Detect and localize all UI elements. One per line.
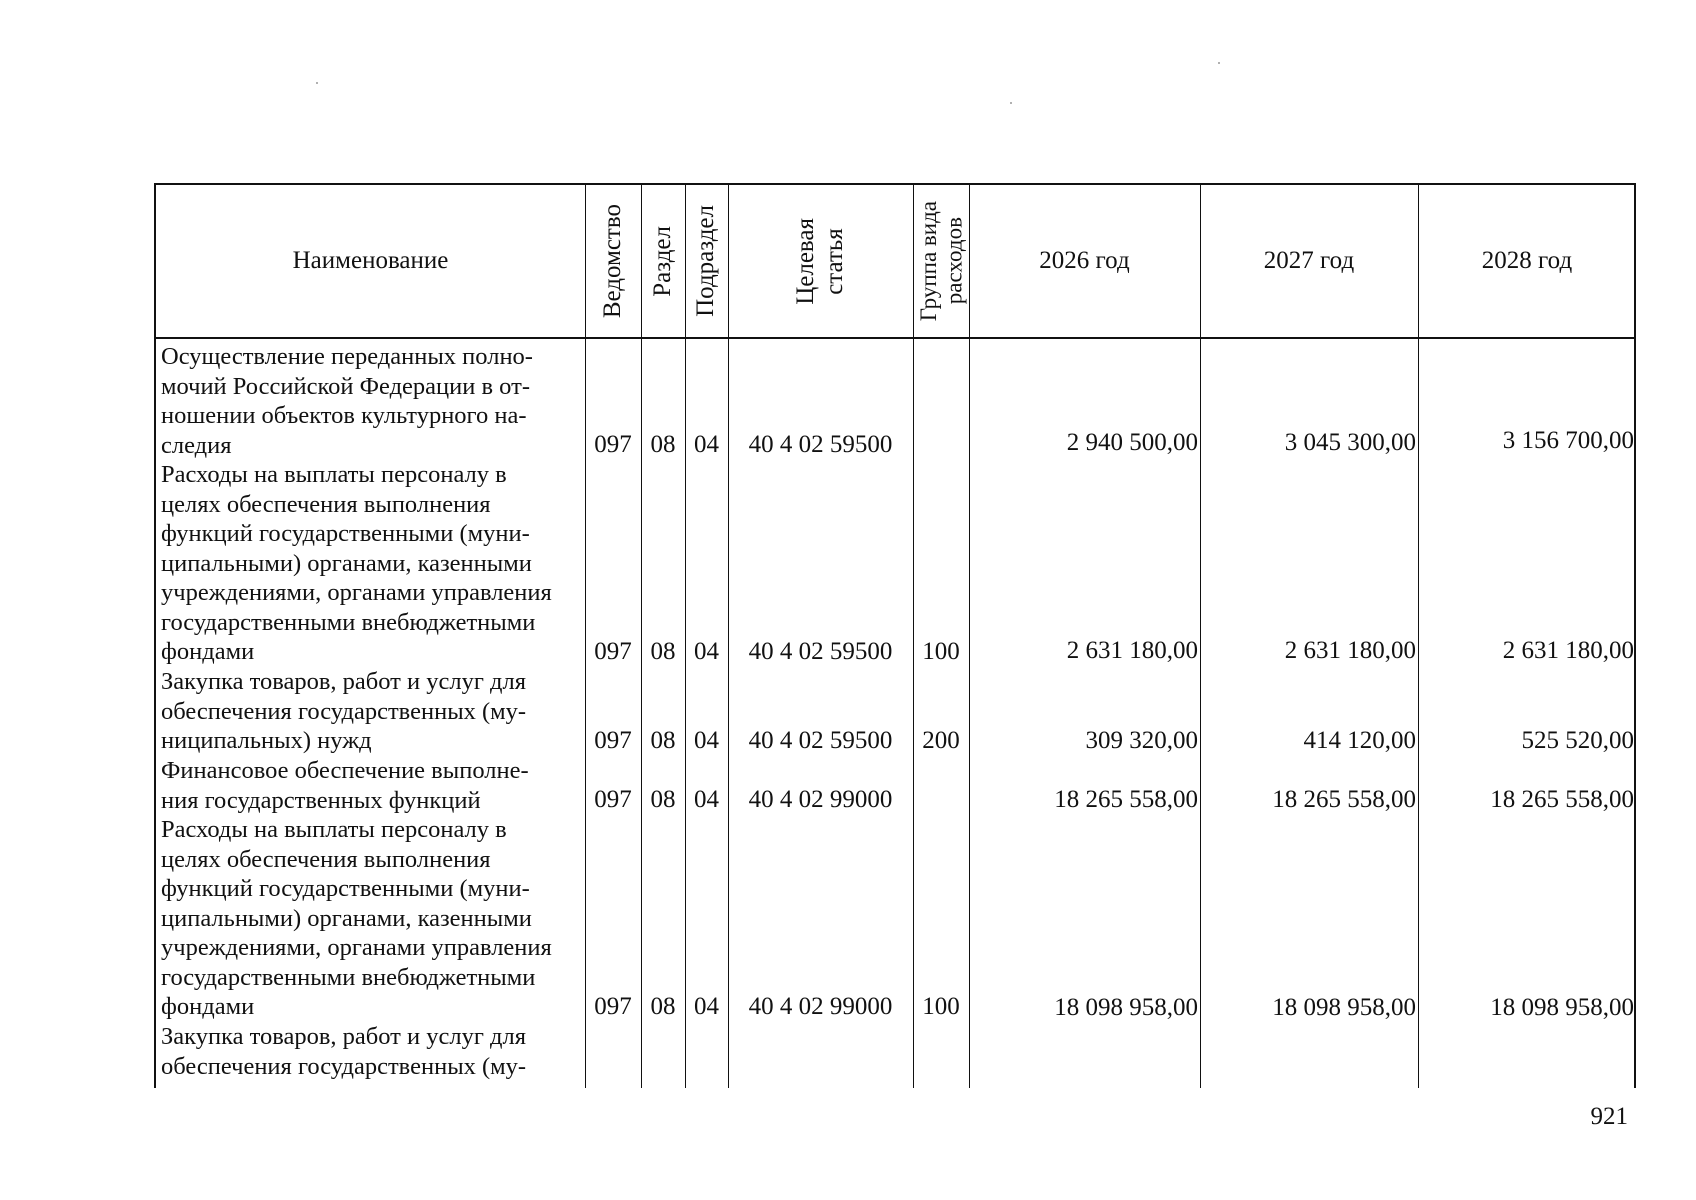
table-header <box>156 185 1634 339</box>
row-value-2027: 18 098 958,00 <box>1272 994 1416 1021</box>
row-name <box>161 756 581 815</box>
row-value-2028: 18 098 958,00 <box>1490 994 1634 1021</box>
row-section: 08 <box>650 993 676 1020</box>
budget-table <box>154 183 1636 1088</box>
table-row <box>156 342 1634 460</box>
row-department: 097 <box>594 993 632 1020</box>
table-row <box>156 460 1634 667</box>
table-row <box>156 815 1634 1022</box>
header-subsection-label: Подраздел <box>692 205 720 317</box>
header-target-article-label: Целевая статья <box>791 217 848 305</box>
table-row <box>156 1022 1634 1088</box>
row-value-2026: 18 098 958,00 <box>1054 994 1198 1021</box>
row-target-article: 40 4 02 99000 <box>748 786 893 813</box>
header-expense-group-label: Группа вида расходов <box>915 200 966 322</box>
page-number: 921 <box>1590 1103 1628 1130</box>
row-target-article: 40 4 02 59500 <box>748 727 893 754</box>
row-department: 097 <box>594 786 632 813</box>
row-value-2028: 18 265 558,00 <box>1490 786 1634 813</box>
row-target-article: 40 4 02 59500 <box>748 638 893 665</box>
header-department <box>585 185 641 337</box>
row-department: 097 <box>594 638 632 665</box>
row-name-line: Осуществление переданных полно- <box>161 343 533 370</box>
row-name-line: Закупка товаров, работ и услуг для <box>161 1023 526 1050</box>
header-2027-label: 2027 год <box>1263 246 1355 274</box>
row-subsection: 04 <box>694 431 719 458</box>
row-name-line: ниципальных) нужд <box>161 727 372 754</box>
header-2028 <box>1418 185 1636 337</box>
row-value-2028: 2 631 180,00 <box>1502 637 1634 664</box>
row-name-line: функций государственными (муни- <box>161 875 530 902</box>
row-value-2028: 525 520,00 <box>1521 727 1634 754</box>
header-2027 <box>1200 185 1418 337</box>
table-row <box>156 667 1634 756</box>
row-value-2027: 3 045 300,00 <box>1284 429 1416 456</box>
row-target-article: 40 4 02 99000 <box>748 993 893 1020</box>
row-section: 08 <box>650 786 676 813</box>
row-name-line: государственными внебюджетными <box>161 963 536 991</box>
row-name-line: ношении объектов культурного на- <box>161 402 527 429</box>
row-name <box>161 815 581 1022</box>
row-name-line: обеспечения государственных (му- <box>161 1052 527 1080</box>
row-value-2027: 18 265 558,00 <box>1272 786 1416 813</box>
row-name-line: Закупка товаров, работ и услуг для <box>161 668 526 695</box>
header-section-label: Раздел <box>648 225 676 297</box>
row-name-line: функций государственными (муни- <box>161 520 530 547</box>
row-section: 08 <box>650 431 676 458</box>
row-value-2027: 2 631 180,00 <box>1284 637 1416 664</box>
header-2026 <box>969 185 1200 337</box>
scan-speck <box>316 82 318 84</box>
table-row <box>156 756 1634 815</box>
row-name-line: государственными внебюджетными <box>161 608 536 636</box>
row-target-article: 40 4 02 59500 <box>748 431 893 458</box>
row-subsection: 04 <box>694 727 719 754</box>
row-name <box>161 1022 581 1081</box>
row-name-line: Расходы на выплаты персоналу в <box>161 816 507 843</box>
table-body <box>156 339 1634 1088</box>
row-subsection: 04 <box>694 638 719 665</box>
row-name <box>161 460 581 667</box>
row-name-line: Финансовое обеспечение выполне- <box>161 757 529 784</box>
header-expense-group <box>913 185 969 337</box>
header-name-label: Наименование <box>292 246 449 274</box>
scan-speck <box>1218 62 1220 64</box>
row-name-line: фондами <box>161 993 255 1020</box>
header-name <box>156 185 585 337</box>
header-section <box>641 185 685 337</box>
row-name <box>161 667 581 756</box>
row-name-line: учреждениями, органами управления <box>161 579 552 606</box>
row-value-2027: 414 120,00 <box>1303 727 1416 754</box>
header-target-article <box>728 185 913 337</box>
row-name <box>161 342 581 460</box>
row-expense-group: 200 <box>922 727 960 754</box>
row-value-2026: 2 940 500,00 <box>1066 429 1198 456</box>
row-name-line: мочий Российской Федерации в от- <box>161 372 530 400</box>
row-expense-group: 100 <box>922 638 960 665</box>
row-subsection: 04 <box>694 993 719 1020</box>
header-2028-label: 2028 год <box>1481 246 1573 274</box>
row-value-2026: 309 320,00 <box>1085 727 1198 754</box>
row-department: 097 <box>594 431 632 458</box>
row-expense-group: 100 <box>922 993 960 1020</box>
row-section: 08 <box>650 727 676 754</box>
row-name-line: Расходы на выплаты персоналу в <box>161 461 507 488</box>
row-name-line: ния государственных функций <box>161 786 481 814</box>
row-value-2026: 2 631 180,00 <box>1066 637 1198 664</box>
row-name-line: целях обеспечения выполнения <box>161 845 491 873</box>
row-name-line: фондами <box>161 638 255 665</box>
header-2026-label: 2026 год <box>1039 246 1130 274</box>
row-name-line: целях обеспечения выполнения <box>161 490 491 518</box>
scan-speck <box>1010 102 1012 104</box>
row-value-2026: 18 265 558,00 <box>1054 786 1198 813</box>
row-section: 08 <box>650 638 676 665</box>
row-subsection: 04 <box>694 786 719 813</box>
row-name-line: ципальными) органами, казенными <box>161 549 532 577</box>
row-name-line: следия <box>161 431 232 459</box>
header-subsection <box>685 185 728 337</box>
row-name-line: ципальными) органами, казенными <box>161 904 532 932</box>
header-department-label: Ведомство <box>598 203 626 319</box>
row-department: 097 <box>594 727 632 754</box>
row-name-line: обеспечения государственных (му- <box>161 697 527 725</box>
row-value-2028: 3 156 700,00 <box>1502 427 1634 454</box>
row-name-line: учреждениями, органами управления <box>161 934 552 961</box>
